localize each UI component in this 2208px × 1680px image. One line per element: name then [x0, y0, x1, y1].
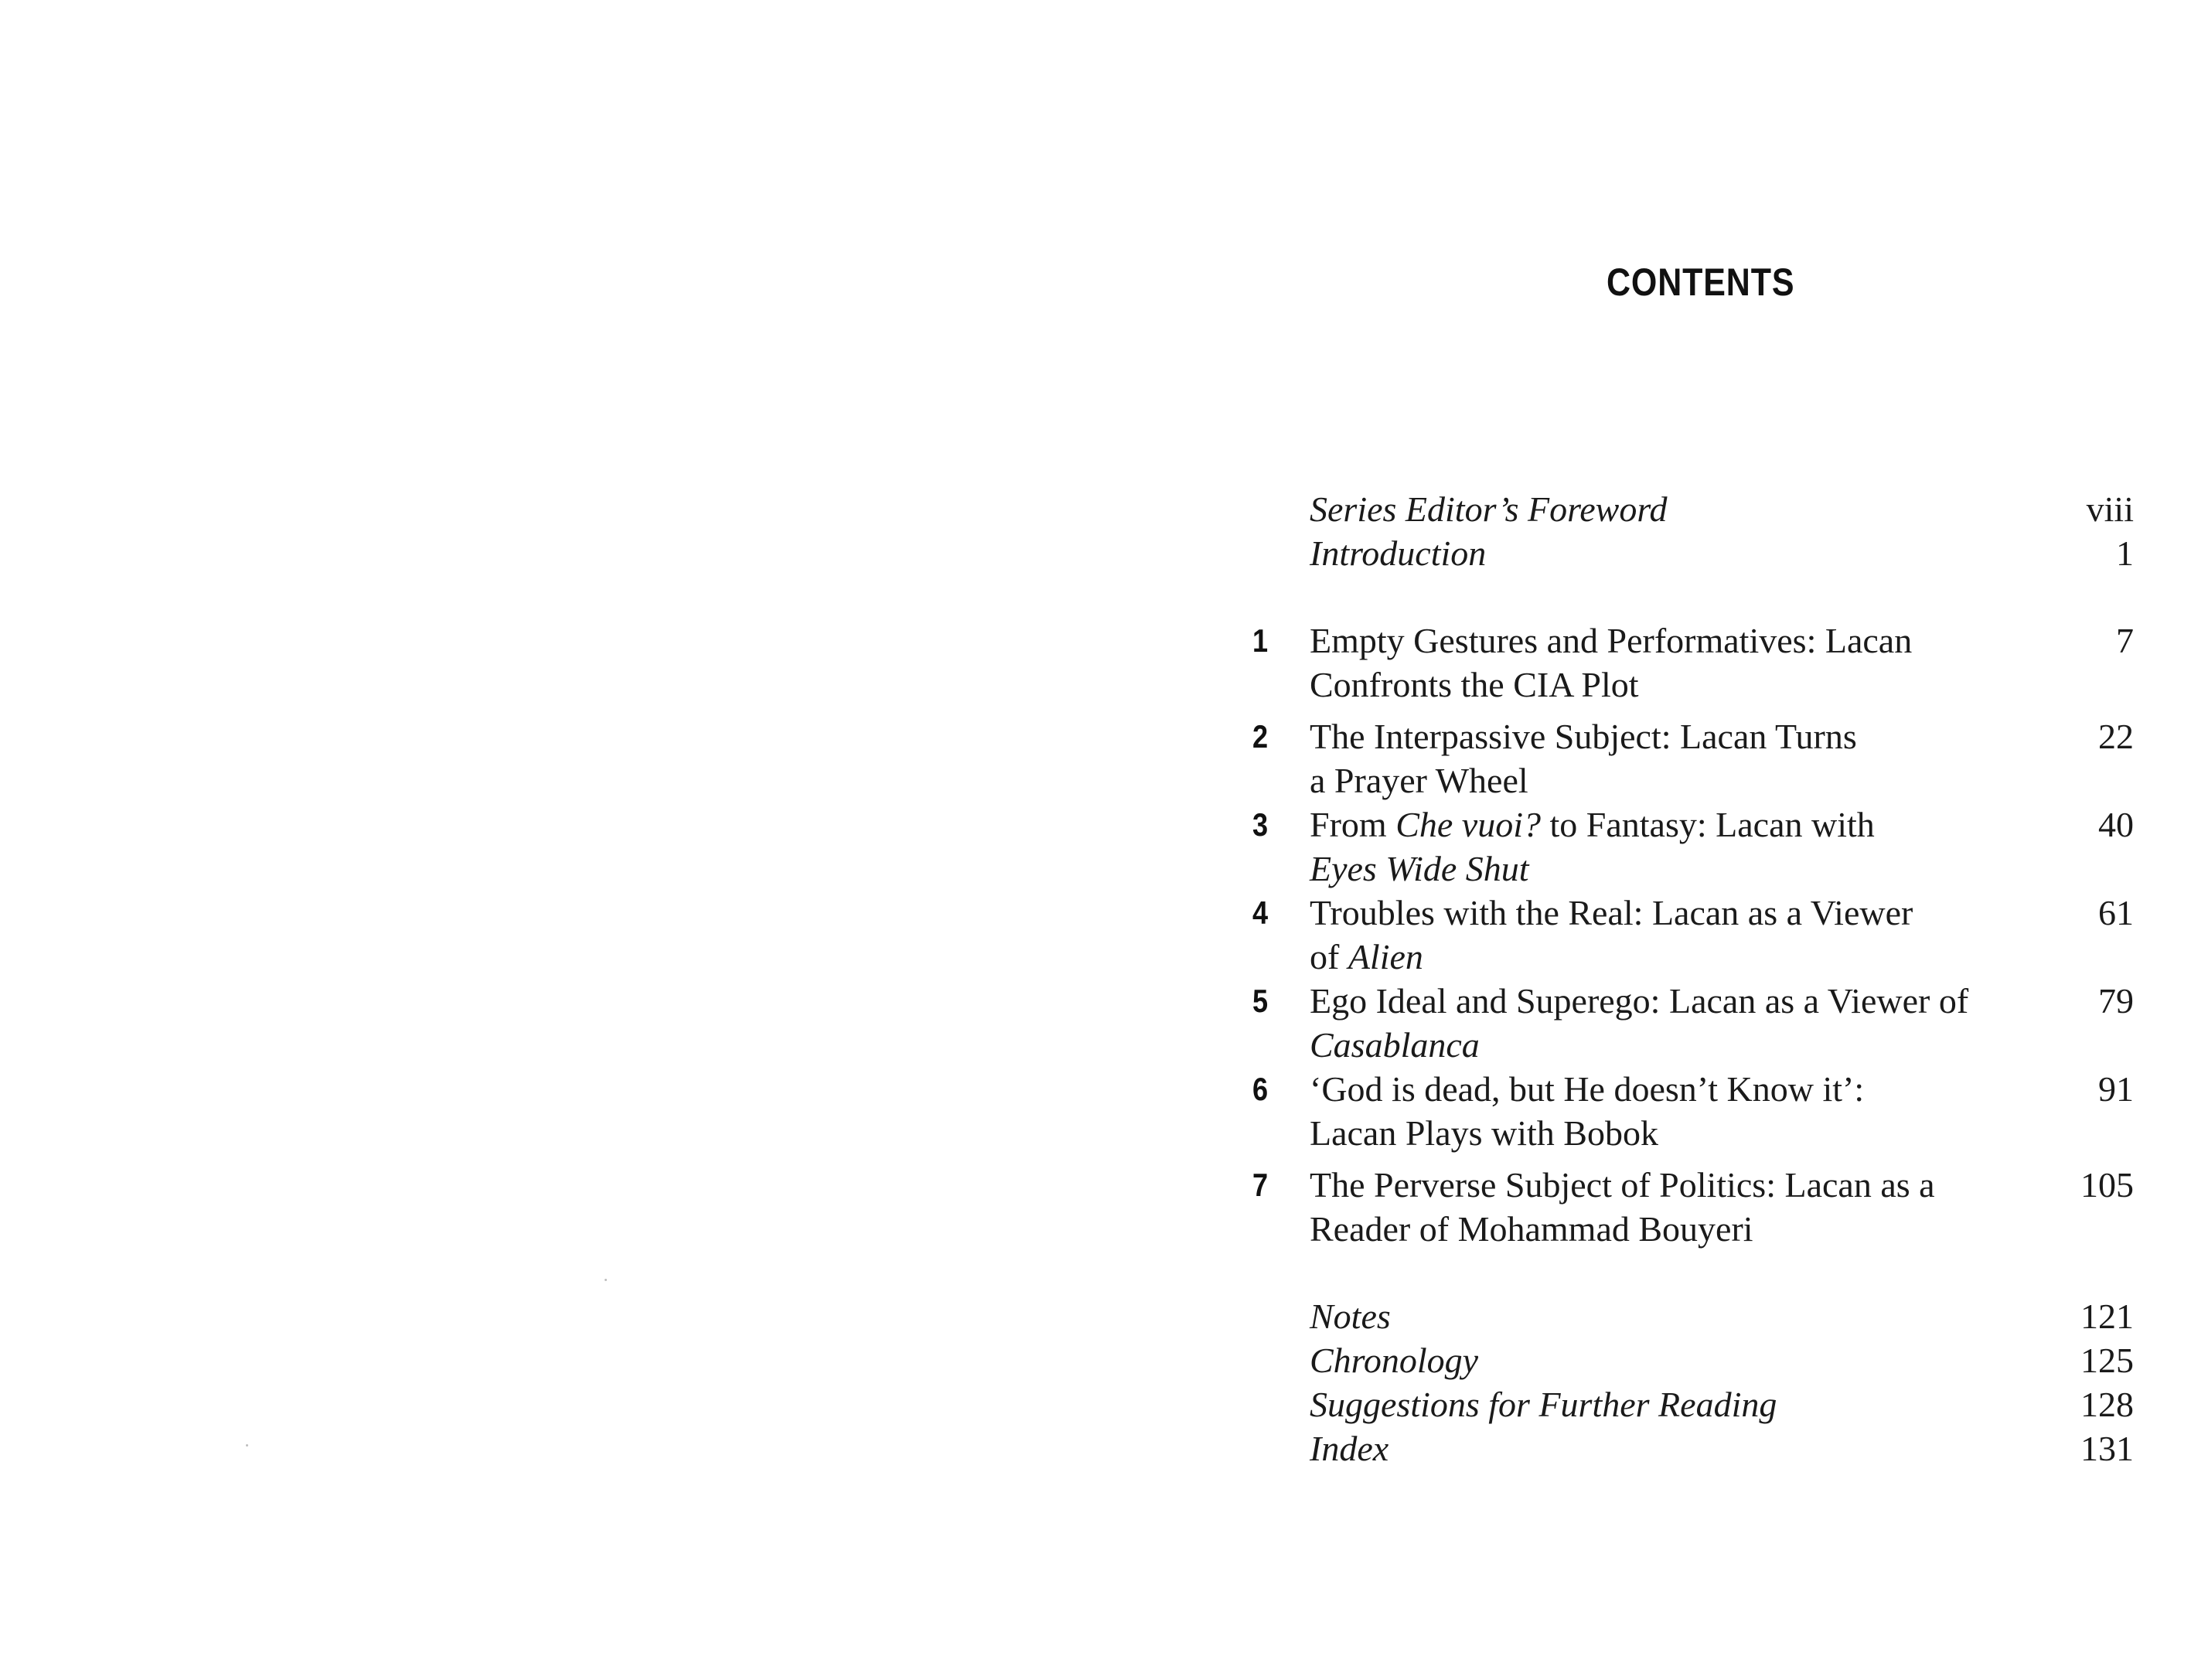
chapter-number: 7	[1252, 1167, 1269, 1203]
entry-title	[1310, 979, 1969, 1067]
scan-speck	[246, 1444, 248, 1447]
toc-entry-chapter	[1252, 618, 2134, 707]
toc-entry-chapter	[1252, 891, 2134, 979]
title-line: The Interpassive Subject: Lacan Turns	[1310, 717, 1857, 756]
title-line: Lacan Plays with Bobok	[1310, 1113, 1658, 1153]
entry-title	[1310, 714, 1959, 803]
toc-entry-front	[1252, 487, 2134, 531]
entry-page: 7	[2116, 621, 2134, 660]
entry-page: 131	[2080, 1429, 2134, 1468]
toc-entry-chapter	[1252, 803, 2134, 891]
title-line: Troubles with the Real: Lacan as a Viewer	[1310, 893, 1913, 932]
title-line	[1310, 935, 1959, 979]
entry-title	[1310, 1067, 1959, 1155]
entry-page: 79	[2098, 981, 2134, 1021]
entry-page: 105	[2080, 1165, 2134, 1205]
entry-page: 125	[2080, 1341, 2134, 1380]
toc-entry-chapter	[1252, 1067, 2134, 1155]
title-line: ‘God is dead, but He doesn’t Know it’:	[1310, 1069, 1865, 1109]
chapter-number: 2	[1252, 718, 1269, 755]
toc-entry-chapter	[1252, 1163, 2134, 1251]
entry-title: Introduction	[1310, 533, 1487, 573]
title-italic: Che vuoi?	[1395, 805, 1541, 844]
entry-page: viii	[2086, 489, 2134, 529]
chapter-number: 3	[1252, 806, 1269, 843]
entry-title	[1310, 891, 1959, 979]
toc-entry-chapter	[1252, 714, 2134, 803]
entry-page: 121	[2080, 1297, 2134, 1336]
scan-speck	[605, 1279, 607, 1281]
toc-entry-chapter	[1252, 979, 2134, 1067]
entry-page: 61	[2098, 893, 2134, 932]
entry-title	[1310, 618, 1959, 707]
toc-entry-back	[1252, 1294, 2134, 1338]
title-line	[1310, 803, 1959, 847]
contents-heading: CONTENTS	[1607, 261, 1795, 304]
entry-page: 40	[2098, 805, 2134, 844]
title-line: Casablanca	[1310, 1025, 1480, 1065]
entry-title	[1310, 1163, 1959, 1251]
entry-title: Index	[1310, 1429, 1389, 1468]
toc-entry-back	[1252, 1338, 2134, 1382]
entry-page: 22	[2098, 717, 2134, 756]
entry-title	[1310, 803, 1959, 891]
title-text: From	[1310, 805, 1396, 844]
chapter-number: 4	[1252, 895, 1269, 931]
title-text: to Fantasy: Lacan with	[1540, 805, 1875, 844]
title-italic: Alien	[1348, 937, 1423, 976]
entry-page: 128	[2080, 1385, 2134, 1424]
title-line: Ego Ideal and Superego: Lacan as a Viewer of	[1310, 981, 1969, 1021]
title-text: of	[1310, 937, 1348, 976]
title-line: Eyes Wide Shut	[1310, 849, 1529, 888]
chapter-number: 5	[1252, 983, 1269, 1019]
title-line: Empty Gestures and Performatives: Lacan	[1310, 621, 1913, 660]
entry-page: 1	[2116, 533, 2134, 573]
entry-page: 91	[2098, 1069, 2134, 1109]
entry-title: Chronology	[1310, 1341, 1479, 1380]
entry-title: Notes	[1310, 1297, 1391, 1336]
chapter-number: 1	[1252, 622, 1269, 659]
title-line: Reader of Mohammad Bouyeri	[1310, 1209, 1753, 1249]
title-line: a Prayer Wheel	[1310, 761, 1528, 800]
toc-entry-back	[1252, 1382, 2134, 1426]
entry-title: Series Editor’s Foreword	[1310, 489, 1668, 529]
table-of-contents	[1252, 487, 2134, 1470]
chapter-number: 6	[1252, 1071, 1269, 1107]
toc-entry-back	[1252, 1426, 2134, 1470]
entry-title: Suggestions for Further Reading	[1310, 1385, 1777, 1424]
toc-entry-front	[1252, 531, 2134, 575]
title-line: The Perverse Subject of Politics: Lacan as a	[1310, 1165, 1935, 1205]
title-line: Confronts the CIA Plot	[1310, 665, 1639, 704]
